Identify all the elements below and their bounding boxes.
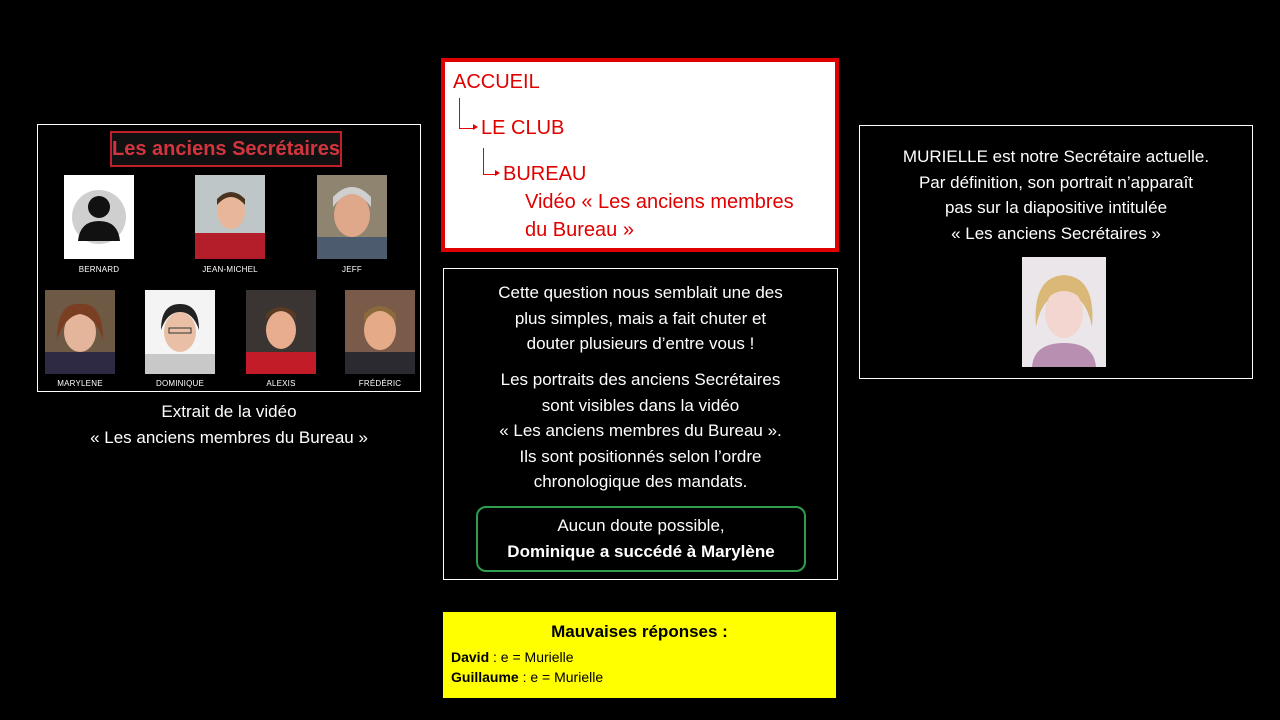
person-portrait: [345, 290, 415, 374]
arrow-right-icon: [495, 170, 500, 176]
silhouette-portrait: [64, 175, 134, 259]
respondent-answer: : e = Murielle: [489, 649, 574, 665]
explanation-para1: [444, 280, 837, 357]
nav-video-link-line2[interactable]: du Bureau »: [525, 219, 634, 241]
text-line: Ils sont positionnés selon l’ordre: [519, 446, 762, 466]
wrong-answers-box: [443, 612, 836, 698]
video-excerpt-image: [37, 124, 421, 392]
nav-connector: [459, 98, 474, 129]
navigation-breadcrumb: [441, 58, 839, 252]
respondent-name: Guillaume: [451, 669, 519, 685]
portrait-name: MARYLENE: [57, 379, 103, 388]
portrait-name: FRÉDÉRIC: [358, 379, 402, 388]
wrong-answers-title: Mauvaises réponses :: [551, 622, 728, 641]
text-line: chronologique des mandats.: [533, 472, 748, 491]
nav-accueil-link[interactable]: ACCUEIL: [453, 71, 540, 93]
text-line: sont visibles dans la vidéo: [541, 395, 740, 415]
text-line: Par définition, son portrait n’apparaît: [918, 172, 1194, 192]
person-portrait: [246, 290, 316, 374]
text-line: pas sur la diapositive intitulée: [944, 198, 1168, 217]
wrong-answer-row: [451, 649, 574, 665]
explanation-box: [443, 268, 838, 580]
answer-line-bold: Dominique a succédé à Marylène: [507, 542, 775, 561]
portrait-name: ALEXIS: [266, 379, 296, 388]
person-portrait: [317, 175, 387, 259]
wrong-answer-row: [451, 669, 603, 685]
portrait-name: DOMINIQUE: [155, 379, 205, 388]
excerpt-title: Les anciens Secrétaires: [110, 131, 342, 167]
current-secretary-text: [860, 144, 1252, 246]
portrait-name: BERNARD: [78, 265, 120, 274]
current-secretary-box: [859, 125, 1253, 379]
person-portrait: [45, 290, 115, 374]
text-line: « Les anciens membres du Bureau ».: [499, 421, 782, 440]
text-line: douter plusieurs d’entre vous !: [526, 334, 755, 353]
text-line: Les portraits des anciens Secrétaires: [500, 370, 781, 389]
nav-club-link[interactable]: LE CLUB: [481, 117, 565, 139]
text-line: « Les anciens Secrétaires »: [951, 223, 1161, 243]
answer-callout: [476, 506, 806, 572]
respondent-name: David: [451, 649, 490, 665]
text-line: MURIELLE est notre Secrétaire actuelle.: [902, 147, 1210, 166]
person-portrait: [195, 175, 265, 259]
respondent-answer: : e = Murielle: [518, 669, 604, 685]
portrait-name: JEFF: [342, 265, 362, 274]
murielle-portrait: [1022, 257, 1106, 367]
excerpt-caption: [37, 399, 421, 451]
arrow-right-icon: [473, 124, 478, 130]
explanation-para2: [444, 367, 837, 495]
caption-line: Extrait de la vidéo: [161, 402, 297, 421]
person-portrait: [145, 290, 215, 374]
nav-video-link-line1[interactable]: Vidéo « Les anciens membres: [525, 191, 794, 213]
text-line: plus simples, mais a fait chuter et: [514, 308, 767, 328]
answer-line: Aucun doute possible,: [557, 516, 725, 535]
portrait-name: JEAN-MICHEL: [202, 265, 258, 274]
caption-line: « Les anciens membres du Bureau »: [90, 428, 368, 447]
text-line: Cette question nous semblait une des: [498, 283, 783, 302]
nav-bureau-link[interactable]: BUREAU: [503, 163, 587, 185]
